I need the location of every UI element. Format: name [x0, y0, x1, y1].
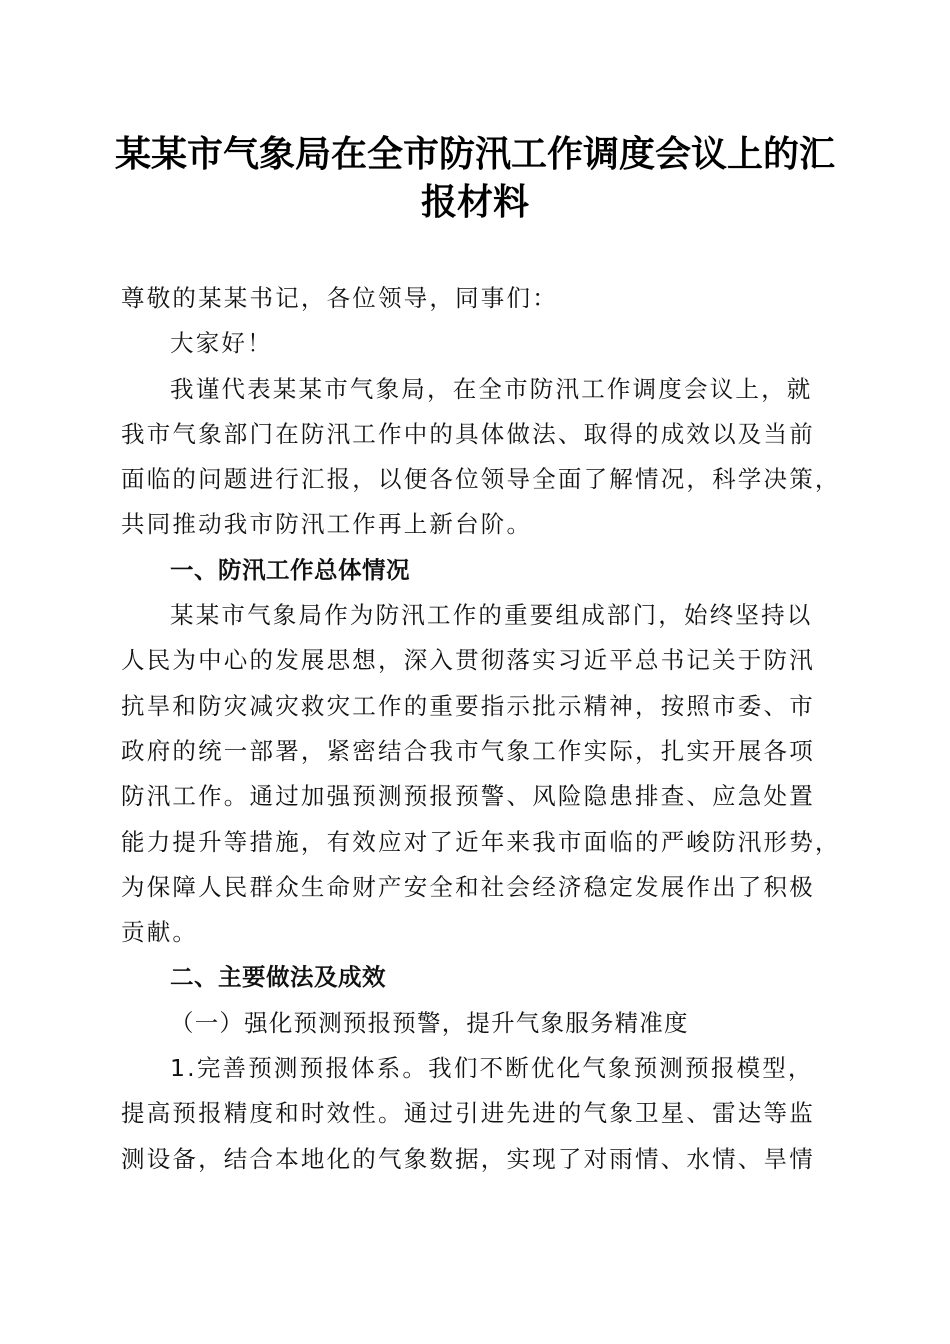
section-2-line: 1.完善预测预报体系。我们不断优化气象预测预报模型， — [170, 1054, 814, 1083]
section-2-line: 测设备，结合本地化的气象数据，实现了对雨情、水情、旱情 — [121, 1144, 815, 1173]
section-1-line: 某某市气象局作为防汛工作的重要组成部门，始终坚持以 — [170, 601, 813, 630]
section-1-line: 抗旱和防灾减灾救灾工作的重要指示批示精神，按照市委、市 — [121, 691, 815, 720]
section-1-line: 能力提升等措施，有效应对了近年来我市面临的严峻防汛形势， — [121, 827, 841, 856]
section-2-line: 提高预报精度和时效性。通过引进先进的气象卫星、雷达等监 — [121, 1099, 815, 1128]
intro-line: 我谨代表某某市气象局，在全市防汛工作调度会议上，就 — [170, 374, 813, 403]
section-1-line: 人民为中心的发展思想，深入贯彻落实习近平总书记关于防汛 — [121, 646, 815, 675]
section-1-line: 为保障人民群众生命财产安全和社会经济稳定发展作出了积极 — [121, 872, 815, 901]
document-title — [110, 130, 840, 226]
intro-line: 面临的问题进行汇报，以便各位领导全面了解情况，科学决策， — [121, 465, 841, 494]
intro-line: 我市气象部门在防汛工作中的具体做法、取得的成效以及当前 — [121, 419, 815, 448]
title-line-2: 报材料 — [420, 181, 529, 223]
section-2-subheading: （一）强化预测预报预警，提升气象服务精准度 — [170, 1008, 689, 1037]
section-1-heading: 一、防汛工作总体情况 — [170, 555, 410, 584]
section-1-line: 贡献。 — [121, 918, 199, 947]
section-1-line: 防汛工作。通过加强预测预报预警、风险隐患排查、应急处置 — [121, 782, 815, 811]
section-2-heading: 二、主要做法及成效 — [170, 963, 386, 992]
document-body — [121, 276, 841, 1182]
salutation: 尊敬的某某书记，各位领导，同事们： — [121, 284, 558, 312]
title-line-1: 某某市气象局在全市防汛工作调度会议上的汇 — [114, 133, 835, 175]
section-1-line: 政府的统一部署，紧密结合我市气象工作实际，扎实开展各项 — [121, 736, 815, 765]
intro-line: 共同推动我市防汛工作再上新台阶。 — [121, 510, 533, 539]
greeting: 大家好！ — [170, 329, 273, 358]
